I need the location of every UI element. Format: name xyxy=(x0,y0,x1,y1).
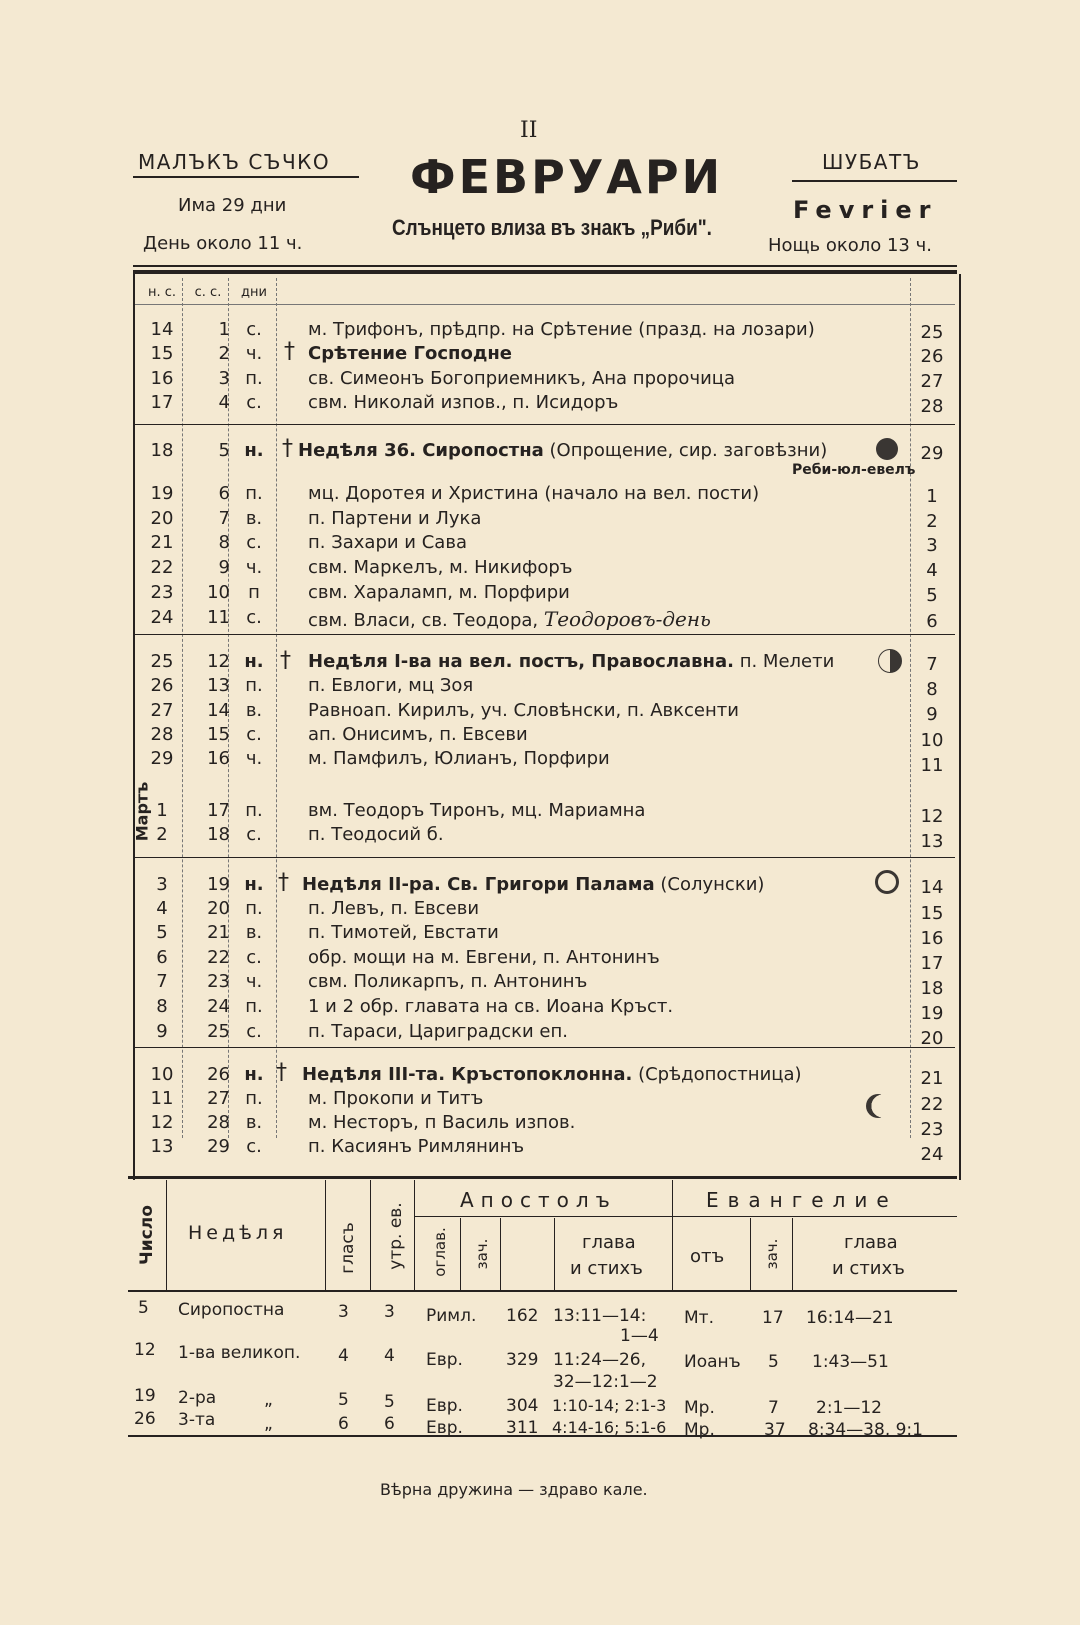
new-style-date: 21 xyxy=(150,532,174,553)
reading-date: 12 xyxy=(134,1340,156,1360)
apostle-chapter-cont: 32—12:1—2 xyxy=(553,1372,658,1392)
header-chapter: глава xyxy=(844,1232,898,1253)
french-month-name: Fevrier xyxy=(793,196,938,224)
sunday-note: (Опрощение, сир. заговѣзни) xyxy=(549,440,828,461)
weekday: с. xyxy=(246,947,262,968)
page-title: ФЕВРУАРИ xyxy=(410,150,724,204)
other-calendar-date: 27 xyxy=(920,371,944,392)
march-label: Мартъ xyxy=(132,781,152,842)
saint-entry: свм. Поликарпъ, п. Антонинъ xyxy=(308,971,588,992)
ditto-mark: „ xyxy=(264,1414,273,1434)
readings-divider xyxy=(460,1218,461,1290)
new-style-date: 26 xyxy=(150,675,174,696)
old-style-date: 29 xyxy=(207,1136,230,1157)
reading-date: 5 xyxy=(138,1298,149,1318)
saint-entry: мц. Доротея и Христина (начало на вел. пости) xyxy=(308,483,760,504)
new-style-date: 29 xyxy=(150,748,174,769)
old-style-date: 28 xyxy=(207,1112,230,1133)
other-calendar-date: 18 xyxy=(920,978,944,999)
cross-icon: † xyxy=(280,648,291,673)
apostle-book: Евр. xyxy=(426,1418,463,1438)
night-length: Нощь около 13 ч. xyxy=(768,235,932,256)
reading-matins: 5 xyxy=(384,1392,395,1412)
saint-entry xyxy=(308,607,711,631)
weekday: ч. xyxy=(245,748,263,769)
apostle-book: Евр. xyxy=(426,1396,463,1416)
other-calendar-date: 16 xyxy=(920,928,944,949)
new-style-date: 22 xyxy=(150,557,174,578)
new-style-date: 19 xyxy=(150,483,174,504)
full-moon-icon xyxy=(876,438,898,460)
new-style-date: 18 xyxy=(150,440,174,461)
old-style-date: 16 xyxy=(207,748,230,769)
apostle-book: Евр. xyxy=(426,1350,463,1370)
weekday: п. xyxy=(245,368,263,389)
footer-motto: Вѣрна дружина — здраво кале. xyxy=(380,1480,648,1499)
weekday: н. xyxy=(244,440,264,461)
other-calendar-date: 22 xyxy=(920,1094,944,1115)
old-style-date: 1 xyxy=(218,319,230,340)
new-style-date: 11 xyxy=(150,1088,174,1109)
readings-subheader-rule xyxy=(414,1216,957,1217)
sunday-title: Недѣля ІІІ-та. Кръстопоклонна. xyxy=(302,1064,633,1085)
sunday-title: Недѣля 36. Сиропостна xyxy=(298,440,544,461)
weekday: с. xyxy=(246,319,262,340)
new-style-date: 2 xyxy=(156,824,168,845)
readings-divider xyxy=(500,1218,501,1290)
saint-entry: свм. Николай изпов., п. Исидоръ xyxy=(308,392,619,413)
other-calendar-date: 4 xyxy=(926,560,938,581)
jewish-month-label: Реби-юл-евелъ xyxy=(792,462,916,478)
weekday: с. xyxy=(246,824,262,845)
old-style-date: 12 xyxy=(207,651,230,672)
sunday-entry xyxy=(298,440,827,461)
gospel-reading-no: 37 xyxy=(764,1420,786,1440)
new-style-date: 23 xyxy=(150,582,174,603)
header-from: отъ xyxy=(690,1246,725,1267)
old-style-date: 4 xyxy=(218,392,230,413)
old-style-date: 25 xyxy=(207,1021,230,1042)
other-calendar-date: 17 xyxy=(920,953,944,974)
sunday-note: (Срѣдопостница) xyxy=(638,1064,802,1085)
old-style-date: 7 xyxy=(218,508,230,529)
old-style-date: 8 xyxy=(218,532,230,553)
weekday: ч. xyxy=(245,557,263,578)
old-style-date: 11 xyxy=(207,607,230,628)
header-verse: и стихъ xyxy=(570,1258,643,1279)
readings-top-rule xyxy=(128,1176,957,1179)
new-style-date: 25 xyxy=(150,651,174,672)
weekday: в. xyxy=(245,700,263,721)
old-style-date: 2 xyxy=(218,343,230,364)
sunday-entry xyxy=(302,1064,802,1085)
saint-entry: п. Касиянъ Римлянинъ xyxy=(308,1136,525,1157)
gospel-book: Мр. xyxy=(684,1398,715,1418)
zodiac-note: Слънцето влиза въ знакъ „Риби". xyxy=(392,215,712,240)
other-calendar-date: 29 xyxy=(920,443,944,464)
feast-entry: Срѣтение Господне xyxy=(308,343,512,364)
old-style-date: 19 xyxy=(207,874,230,895)
other-calendar-date: 28 xyxy=(920,396,944,417)
col-header-new-style: н. с. xyxy=(147,285,177,300)
saint-entry: ап. Онисимъ, п. Евсеви xyxy=(308,724,528,745)
left-title-rule xyxy=(133,176,359,178)
old-style-date: 13 xyxy=(207,675,230,696)
reading-tone: 3 xyxy=(338,1302,349,1322)
cross-icon: † xyxy=(284,339,295,364)
apostle-book: Римл. xyxy=(426,1306,477,1326)
reading-date: 26 xyxy=(134,1409,156,1429)
gospel-book: Иоанъ xyxy=(684,1352,741,1372)
weekday: п. xyxy=(245,675,263,696)
old-style-date: 23 xyxy=(207,971,230,992)
last-quarter-moon-icon xyxy=(878,649,902,673)
other-calendar-date: 26 xyxy=(920,346,944,367)
new-style-date: 3 xyxy=(156,874,168,895)
new-style-date: 1 xyxy=(156,800,168,821)
saint-entry: п. Партени и Лука xyxy=(308,508,482,529)
apostle-chapter: 1:10-14; 2:1-3 xyxy=(552,1396,667,1415)
weekday: н. xyxy=(244,874,264,895)
old-style-date: 26 xyxy=(207,1064,230,1085)
first-quarter-moon-icon xyxy=(866,1094,890,1118)
header-reading-no: зач. xyxy=(763,1238,781,1270)
sunday-note: (Солунски) xyxy=(660,874,765,895)
saint-entry: п. Тараси, Цариградски еп. xyxy=(308,1021,568,1042)
saint-entry: св. Симеонъ Богоприемникъ, Ана пророчица xyxy=(308,368,736,389)
weekday: в. xyxy=(245,922,263,943)
header-heading: оглав. xyxy=(431,1227,449,1277)
apostle-reading-no: 311 xyxy=(506,1418,539,1438)
saint-entry: Равноап. Кирилъ, уч. Словѣнски, п. Авксенти xyxy=(308,700,739,721)
gospel-chapter: 8:34—38, 9:1 xyxy=(808,1420,923,1440)
gospel-reading-no: 7 xyxy=(768,1398,779,1418)
sunday-entry xyxy=(308,651,834,672)
new-style-date: 28 xyxy=(150,724,174,745)
header-divider xyxy=(135,304,955,305)
apostle-chapter: 11:24—26, xyxy=(553,1350,647,1370)
other-calendar-date: 15 xyxy=(920,903,944,924)
old-style-date: 14 xyxy=(207,700,230,721)
cross-icon: † xyxy=(278,870,289,895)
saint-entry: обр. мощи на м. Евгени, п. Антонинъ xyxy=(308,947,660,968)
new-style-date: 16 xyxy=(150,368,174,389)
new-style-date: 12 xyxy=(150,1112,174,1133)
weekday: ч. xyxy=(245,343,263,364)
readings-divider xyxy=(554,1218,555,1290)
apostle-chapter-cont: 1—4 xyxy=(620,1326,659,1346)
old-style-date: 27 xyxy=(207,1088,230,1109)
old-style-date: 15 xyxy=(207,724,230,745)
weekday: в. xyxy=(245,1112,263,1133)
saint-entry: м. Памфилъ, Юлианъ, Порфири xyxy=(308,748,610,769)
new-style-date: 24 xyxy=(150,607,174,628)
readings-divider xyxy=(750,1218,751,1290)
gospel-book: Мр. xyxy=(684,1420,715,1440)
saint-entry: п. Захари и Сава xyxy=(308,532,467,553)
saint-entry: п. Тимотей, Евстати xyxy=(308,922,499,943)
sunday-title: Недѣля І-ва на вел. постъ, Православна. xyxy=(308,651,734,672)
other-calendar-date: 24 xyxy=(920,1144,944,1165)
other-calendar-date: 10 xyxy=(920,730,944,751)
old-style-date: 5 xyxy=(218,440,230,461)
weekday: в. xyxy=(245,508,263,529)
new-style-date: 15 xyxy=(150,343,174,364)
other-calendar-date: 23 xyxy=(920,1119,944,1140)
reading-date: 19 xyxy=(134,1386,156,1406)
new-style-date: 9 xyxy=(156,1021,168,1042)
apostle-reading-no: 329 xyxy=(506,1350,539,1370)
reading-sunday: 2-ра xyxy=(178,1388,217,1408)
col-header-old-style: с. с. xyxy=(194,285,222,300)
new-style-date: 10 xyxy=(150,1064,174,1085)
saint-entry: м. Трифонъ, прѣдпр. на Срѣтение (празд. на лозари) xyxy=(308,319,815,340)
weekday: п. xyxy=(245,898,263,919)
right-title-rule xyxy=(792,180,957,182)
apostle-reading-no: 162 xyxy=(506,1306,539,1326)
week-separator xyxy=(135,424,955,425)
old-style-date: 6 xyxy=(218,483,230,504)
old-style-date: 9 xyxy=(218,557,230,578)
new-style-date: 6 xyxy=(156,947,168,968)
new-style-date: 8 xyxy=(156,996,168,1017)
saint-entry: м. Несторъ, п Василь изпов. xyxy=(308,1112,576,1133)
cross-icon: † xyxy=(276,1060,287,1085)
new-style-date: 27 xyxy=(150,700,174,721)
day-length: День около 11 ч. xyxy=(143,233,303,254)
other-calendar-date: 21 xyxy=(920,1068,944,1089)
header-verse: и стихъ xyxy=(832,1258,905,1279)
other-calendar-date: 11 xyxy=(920,755,944,776)
new-style-date: 14 xyxy=(150,319,174,340)
sunday-entry xyxy=(302,874,764,895)
week-separator xyxy=(135,1047,955,1048)
readings-divider xyxy=(672,1180,673,1290)
weekday: с. xyxy=(246,724,262,745)
old-style-date: 18 xyxy=(207,824,230,845)
saint-entry: свм. Хараламп, м. Порфири xyxy=(308,582,570,603)
new-style-date: 13 xyxy=(150,1136,174,1157)
column-divider xyxy=(910,278,911,1138)
reading-sunday: 3-та xyxy=(178,1410,216,1430)
gospel-reading-no: 5 xyxy=(768,1352,779,1372)
days-count: Има 29 дни xyxy=(178,195,287,216)
cross-icon: † xyxy=(282,436,293,461)
other-calendar-date: 19 xyxy=(920,1003,944,1024)
readings-header-rule xyxy=(128,1290,957,1292)
new-style-date: 17 xyxy=(150,392,174,413)
week-separator xyxy=(135,857,955,858)
readings-divider xyxy=(792,1218,793,1290)
turkish-month-name: ШУБАТЪ xyxy=(822,150,921,174)
other-calendar-date: 12 xyxy=(920,806,944,827)
saint-entry: 1 и 2 обр. главата на св. Иоана Кръст. xyxy=(308,996,674,1017)
saint-entry: м. Прокопи и Титъ xyxy=(308,1088,484,1109)
weekday: н. xyxy=(244,1064,264,1085)
sunday-title: Недѣля ІІ-ра. Св. Григори Палама xyxy=(302,874,655,895)
header-tone: гласъ xyxy=(338,1222,358,1274)
header-sunday: Недѣля xyxy=(188,1222,288,1244)
apostle-chapter: 4:14-16; 5:1-6 xyxy=(552,1418,667,1437)
other-calendar-date: 13 xyxy=(920,831,944,852)
reading-matins: 6 xyxy=(384,1414,395,1434)
saint-entry: п. Теодосий б. xyxy=(308,824,444,845)
weekday: п. xyxy=(245,483,263,504)
other-calendar-date: 20 xyxy=(920,1028,944,1049)
header-matins-gospel: утр. ев. xyxy=(386,1202,406,1270)
header-rule-thin xyxy=(133,265,957,267)
month-number: II xyxy=(520,118,538,143)
other-calendar-date: 5 xyxy=(926,585,938,606)
other-calendar-date: 9 xyxy=(926,704,938,725)
weekday: ч. xyxy=(245,971,263,992)
name-day-label: Теодоровъ-день xyxy=(543,607,711,631)
new-style-date: 20 xyxy=(150,508,174,529)
other-calendar-date: 8 xyxy=(926,679,938,700)
old-month-name: МАЛЪКЪ СЪЧКО xyxy=(138,150,331,174)
gospel-chapter: 1:43—51 xyxy=(812,1352,889,1372)
reading-sunday: Сиропостна xyxy=(178,1300,285,1320)
weekday: п. xyxy=(245,1088,263,1109)
reading-tone: 4 xyxy=(338,1346,349,1366)
weekday: п xyxy=(248,582,260,603)
readings-divider xyxy=(325,1180,326,1290)
weekday: с. xyxy=(246,532,262,553)
saint-entry: п. Левъ, п. Евсеви xyxy=(308,898,480,919)
readings-divider xyxy=(166,1180,167,1290)
other-calendar-date: 1 xyxy=(926,486,938,507)
gospel-chapter: 2:1—12 xyxy=(816,1398,882,1418)
reading-matins: 3 xyxy=(384,1302,395,1322)
weekday: п. xyxy=(245,996,263,1017)
new-moon-icon xyxy=(875,870,899,894)
other-calendar-date: 6 xyxy=(926,611,938,632)
new-style-date: 4 xyxy=(156,898,168,919)
readings-divider xyxy=(414,1180,415,1290)
new-style-date: 5 xyxy=(156,922,168,943)
weekday: н. xyxy=(244,651,264,672)
header-reading-no: зач. xyxy=(473,1238,491,1270)
old-style-date: 17 xyxy=(207,800,230,821)
old-style-date: 20 xyxy=(207,898,230,919)
other-calendar-date: 3 xyxy=(926,535,938,556)
gospel-chapter: 16:14—21 xyxy=(806,1308,894,1328)
weekday: с. xyxy=(246,607,262,628)
col-header-days: дни xyxy=(241,285,267,300)
saint-entry-text: свм. Власи, св. Теодора, xyxy=(308,610,539,631)
old-style-date: 10 xyxy=(207,582,230,603)
other-calendar-date: 14 xyxy=(920,877,944,898)
ditto-mark: „ xyxy=(264,1390,273,1410)
saint-entry: свм. Маркелъ, м. Никифоръ xyxy=(308,557,573,578)
new-style-date: 7 xyxy=(156,971,168,992)
old-style-date: 24 xyxy=(207,996,230,1017)
header-date: Число xyxy=(137,1205,157,1265)
week-separator xyxy=(135,634,955,635)
weekday: с. xyxy=(246,392,262,413)
weekday: п. xyxy=(245,800,263,821)
gospel-book: Мт. xyxy=(684,1308,714,1328)
header-apostle: Апостолъ xyxy=(460,1188,617,1212)
reading-sunday: 1-ва великоп. xyxy=(178,1343,301,1363)
other-calendar-date: 7 xyxy=(926,654,938,675)
reading-tone: 6 xyxy=(338,1414,349,1434)
old-style-date: 22 xyxy=(207,947,230,968)
gospel-reading-no: 17 xyxy=(762,1308,784,1328)
apostle-reading-no: 304 xyxy=(506,1396,539,1416)
old-style-date: 3 xyxy=(218,368,230,389)
old-style-date: 21 xyxy=(207,922,230,943)
apostle-chapter: 13:11—14: xyxy=(553,1306,647,1326)
reading-tone: 5 xyxy=(338,1390,349,1410)
weekday: с. xyxy=(246,1021,262,1042)
header-chapter: глава xyxy=(582,1232,636,1253)
saint-entry: п. Евлоги, мц Зоя xyxy=(308,675,474,696)
weekday: с. xyxy=(246,1136,262,1157)
header-gospel: Евангелие xyxy=(706,1188,898,1212)
other-calendar-date: 2 xyxy=(926,511,938,532)
readings-divider xyxy=(370,1180,371,1290)
other-calendar-date: 25 xyxy=(920,322,944,343)
sunday-note: п. Мелети xyxy=(739,651,835,672)
saint-entry: вм. Теодоръ Тиронъ, мц. Мариамна xyxy=(308,800,646,821)
reading-matins: 4 xyxy=(384,1346,395,1366)
